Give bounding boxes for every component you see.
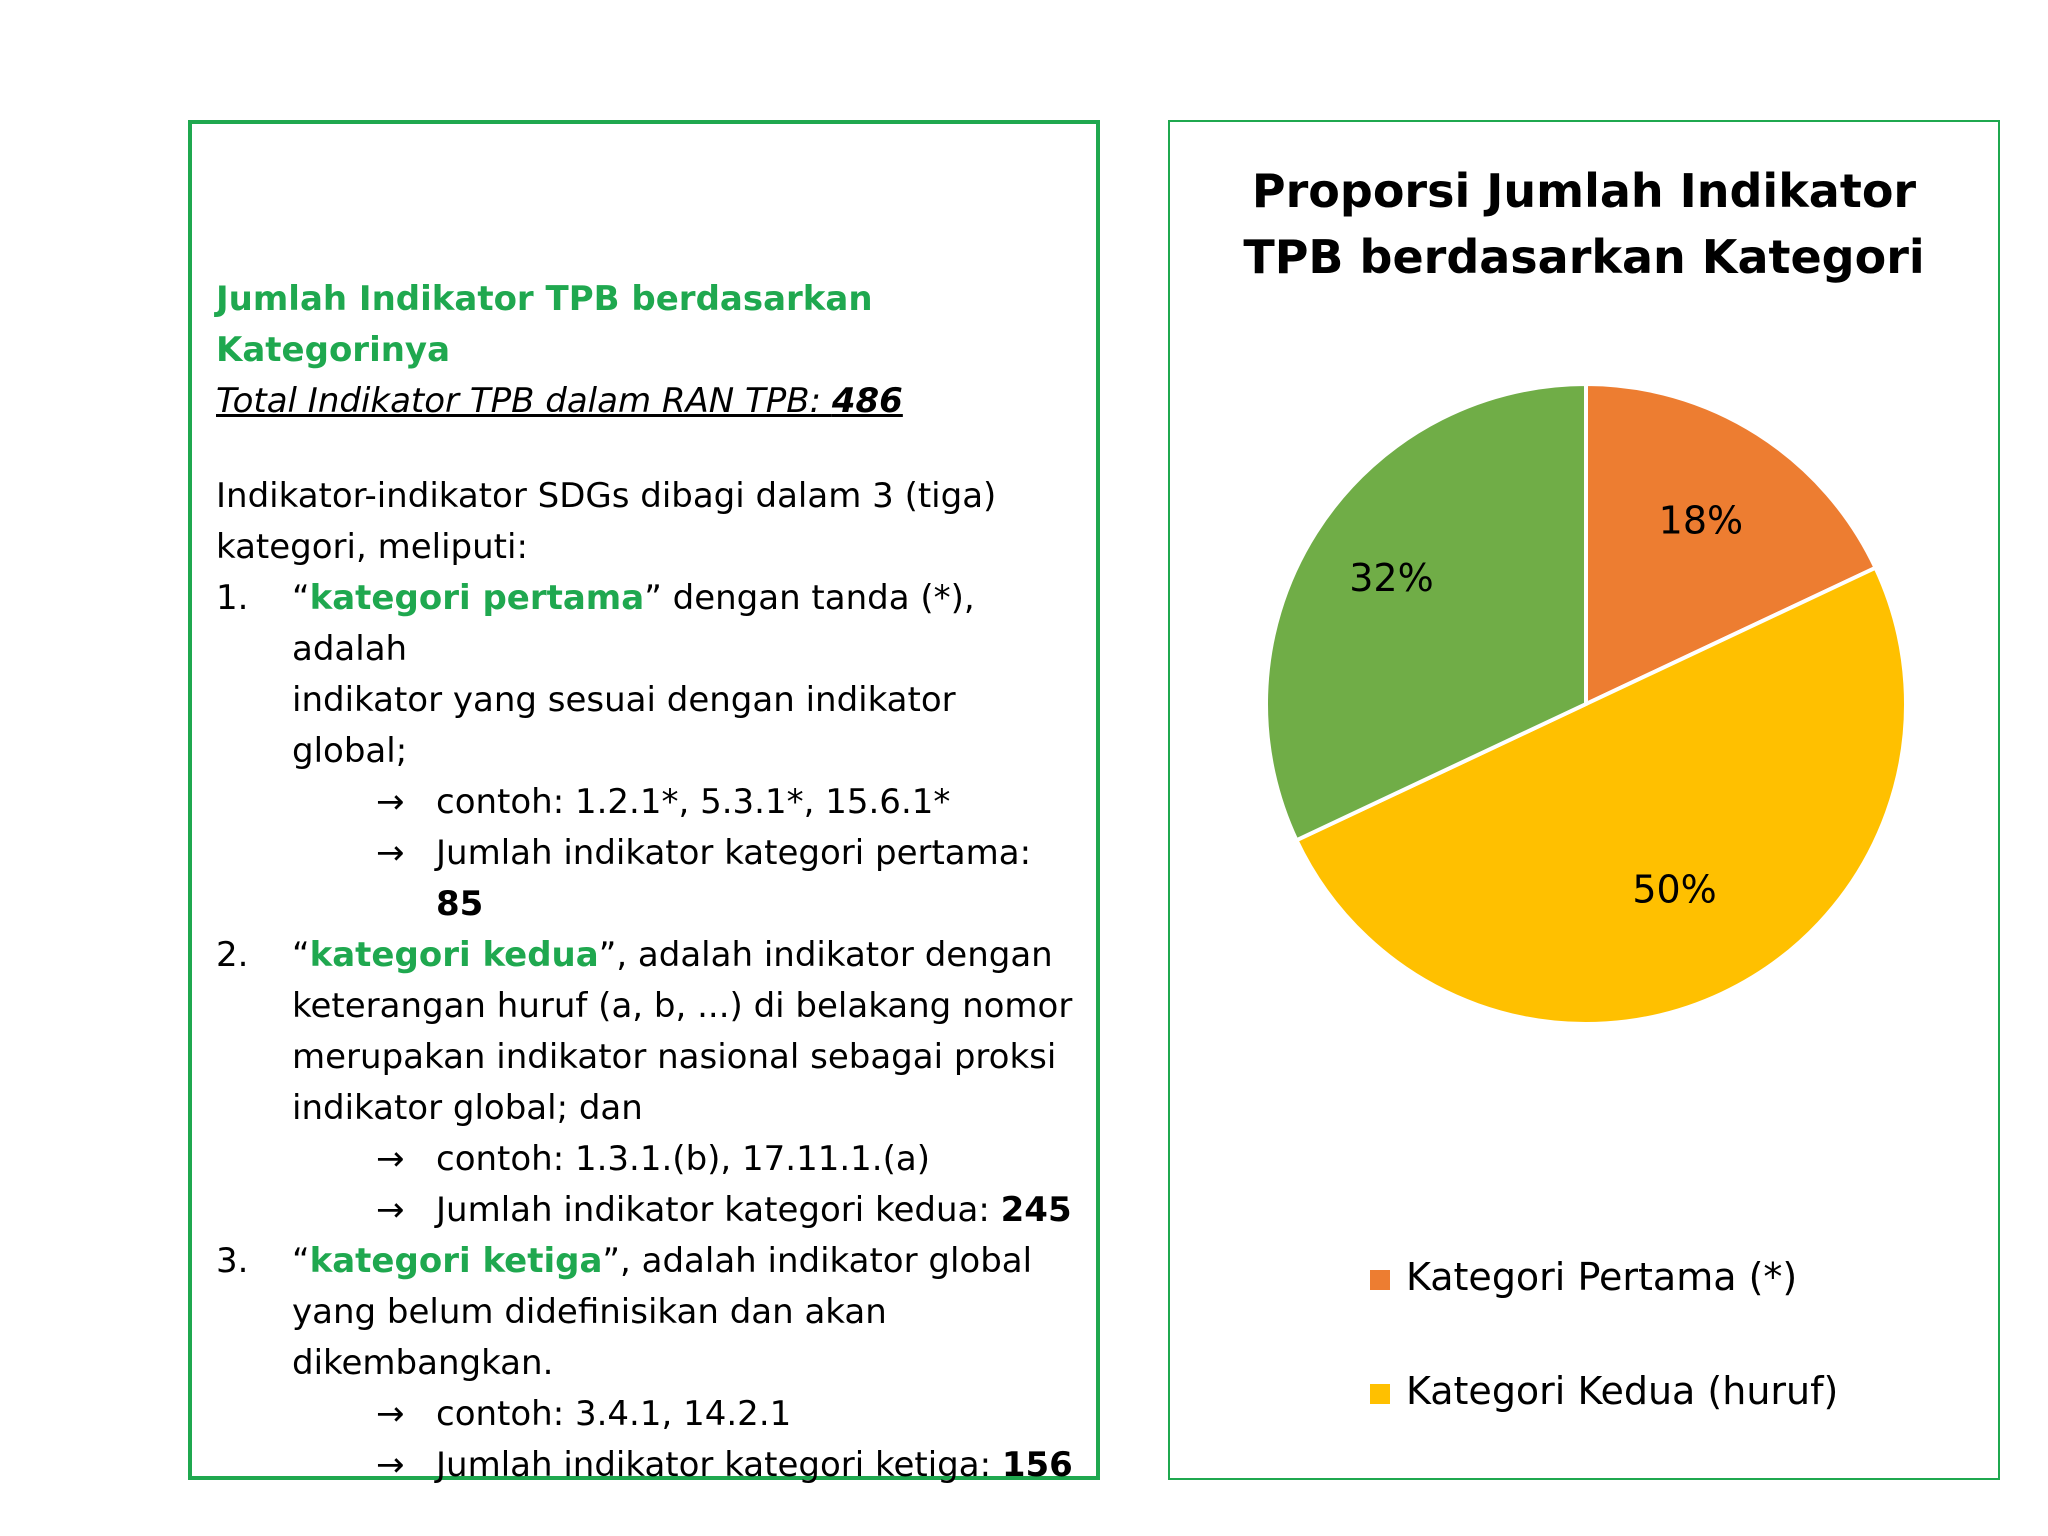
pie-data-label: 18% xyxy=(1658,498,1744,543)
category-desc: ”, adalah indikator dengan xyxy=(598,935,1053,975)
legend-swatch xyxy=(1370,1270,1390,1290)
category-desc-line: indikator global; dan xyxy=(292,1088,643,1128)
list-item-kategori-ketiga xyxy=(216,1236,1076,1389)
quote-mark: “ xyxy=(292,935,310,975)
total-line xyxy=(216,376,1076,427)
example-text: contoh: 1.2.1*, 5.3.1*, 15.6.1* xyxy=(436,782,951,822)
list-item-kategori-kedua xyxy=(216,930,1076,1134)
example-line xyxy=(216,1134,1076,1185)
category-name: kategori ketiga xyxy=(309,1241,603,1281)
total-value: 486 xyxy=(831,381,903,421)
chart-panel xyxy=(1168,120,2000,1480)
arrow-right-icon: → xyxy=(376,782,405,822)
text-content xyxy=(216,274,1076,1491)
count-line xyxy=(216,1440,1076,1491)
count-label: Jumlah indikator kategori kedua: xyxy=(436,1190,1001,1230)
example-text: contoh: 1.3.1.(b), 17.11.1.(a) xyxy=(436,1139,930,1179)
arrow-right-icon: → xyxy=(376,1445,405,1485)
count-line xyxy=(216,1185,1076,1236)
count-value: 156 xyxy=(1001,1445,1073,1485)
category-name: kategori kedua xyxy=(309,935,599,975)
list-item-kategori-pertama xyxy=(216,573,1076,777)
example-text: contoh: 3.4.1, 14.2.1 xyxy=(436,1394,792,1434)
total-label: Total Indikator TPB dalam RAN TPB: xyxy=(216,381,832,421)
category-desc-line: dikembangkan. xyxy=(292,1343,554,1383)
count-value: 245 xyxy=(1000,1190,1072,1230)
item-number: 2. xyxy=(216,935,249,975)
count-label: Jumlah indikator kategori ketiga: xyxy=(436,1445,1002,1485)
count-label: Jumlah indikator kategori pertama: xyxy=(436,833,1032,873)
chart-title-line: TPB berdasarkan Kategori xyxy=(1243,230,1925,284)
count-value: 85 xyxy=(436,884,484,924)
example-line xyxy=(216,1389,1076,1440)
category-desc-line: merupakan indikator nasional sebagai proksi xyxy=(292,1037,1057,1077)
pie-data-label: 50% xyxy=(1632,867,1717,912)
arrow-right-icon: → xyxy=(376,1190,405,1230)
quote-mark: “ xyxy=(292,1241,310,1281)
intro-line-2: kategori, meliputi: xyxy=(216,527,528,567)
arrow-right-icon: → xyxy=(376,1139,405,1179)
intro-line-1: Indikator-indikator SDGs dibagi dalam 3 (tiga) xyxy=(216,476,997,516)
text-panel xyxy=(188,120,1100,1485)
legend-swatch xyxy=(1370,1384,1390,1404)
legend-label: Kategori Pertama (*) xyxy=(1406,1255,1798,1299)
legend-label: Kategori Kedua (huruf) xyxy=(1406,1369,1839,1413)
example-line xyxy=(216,777,1076,828)
category-desc-line: yang belum didefinisikan dan akan xyxy=(292,1292,887,1332)
arrow-right-icon: → xyxy=(376,833,405,873)
arrow-right-icon: → xyxy=(376,1394,405,1434)
category-desc-line: indikator yang sesuai dengan indikator global; xyxy=(292,680,956,771)
pie-data-label: 32% xyxy=(1349,556,1434,601)
category-desc: ” dengan tanda (*), adalah xyxy=(292,578,975,669)
item-number: 1. xyxy=(216,578,249,618)
category-desc: ”, adalah indikator global xyxy=(602,1241,1033,1281)
category-desc-line: keterangan huruf (a, b, ...) di belakang nomor xyxy=(292,986,1073,1026)
count-line xyxy=(216,828,1076,930)
quote-mark: “ xyxy=(292,578,310,618)
category-name: kategori pertama xyxy=(309,578,645,618)
chart-title-line: Proporsi Jumlah Indikator xyxy=(1251,164,1917,218)
panel-heading: Jumlah Indikator TPB berdasarkan Kategorinya xyxy=(216,279,873,370)
item-number: 3. xyxy=(216,1241,249,1281)
